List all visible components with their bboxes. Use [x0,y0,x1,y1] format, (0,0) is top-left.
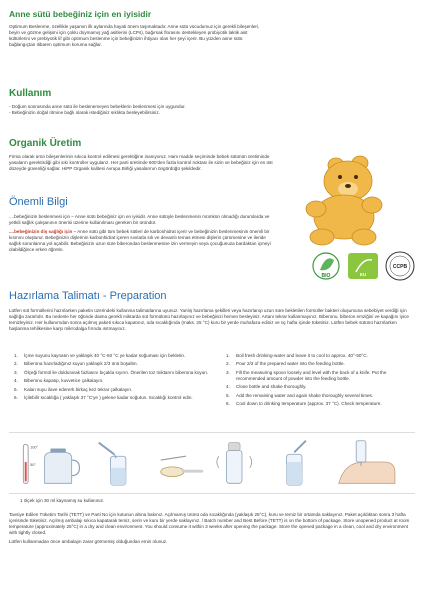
illustration-caption: 1 ölçek için 30 ml kaynamış su kullanınız. [20,498,105,503]
organic-section [9,138,284,172]
preparation-section [9,290,415,332]
temp-label: 100° [30,444,39,450]
storage-section [9,512,415,548]
temp-label: 50° [30,461,36,467]
step-en: 6. Cool down to drinking temperature (approx. 37 °C). Check temperature. [226,400,382,406]
step-tr: 5. Kalan suyu ilave edererk birkaç kez tekrar çalkalayın. [14,386,133,392]
usage-item: - Doğum sonrasında anne sütü ile beslenemeyen bebeklerin beslenmesi için uygundur. [9,104,186,109]
important-heading: Önemli Bilgi [9,196,68,208]
step-tr: 4. Biberonu kapatıp, kuvvetice çalkalayın. [14,378,104,384]
ccpb-badge-icon [386,252,414,280]
important-section [9,196,271,255]
certification-badges [312,246,422,286]
intro-title: Anne sütü bebeğiniz için en iyisidir [9,9,152,19]
bottle-shake-icon [217,443,252,484]
storage-note: Lütfen kullanmadan önce ambalajın zarar görmemiş olduğundan emin olunuz. [9,538,168,544]
bio-label: BIO [321,273,331,279]
step-en: 5. Add the remaining water and again shake thoroughly several times. [226,392,374,398]
eu-label: EU [359,272,367,277]
organic-body: Firma olarak ürün bileşenlerinin sıkıca kontrol edilmesi gerektiğine inanıyoruz. Ham madde seçiminde bebek sütünün üretiminde yasaların gerektirdiği gibi sıkı kontroller uygularız. Her parti üretimde 600'den fazla kontrol noktası ile sizin ve bebeğiniz için en üst düzeyde güvenliği sağlar. HiPP Organik kalitesi Avrupa Birliği yasalarının öngördüğü şekildedir. [9,154,273,171]
step-en: 4. Close bottle and shake thoroughly. [226,384,307,390]
bottle-add-water-icon [287,441,306,486]
hipp-bear-illustration [288,143,398,253]
usage-heading: Kullanım [9,88,52,99]
steps-turkish [14,353,209,403]
step-en: 2. Pour 2/3 of the prepared water into the feeding bottle. [226,361,345,367]
step-tr: 3. Ölçeği formül ile doldurarak fazlasını bıçakla sıyırın. Önerilen toz miktarını biberona koyun. [14,369,209,375]
measuring-spoon-icon [161,456,204,476]
important-text: Anne sütü gibi tüm bebek sütleri de karbonhidrat içerir ve bebeğinizin beslenmesinin önemli bir kısmını oluşturur. Bebeğinizin dişlerinin karbonhidrat içeren sıvılarla sık ve devamlı temas etmesi dişlerin çürümesine ve ileride sağlık sorunlarına yol açabilir. Bebeğinizin uzun süre biberondan beslenmesine izin vermeyin veya çocuğunuza bardaktan içmeyi olabildiğince erken öğretin. [9,228,271,252]
steps-english [226,353,416,409]
preparation-heading: Hazırlama Talimatı - Preparation [9,290,167,302]
preparation-intro: Lütfen süt formüllerini hazırlarken paketin üzerindeki kullanma talimatlarına uyunuz. Yanlış hazırlama şekilleri veya hazırlanıp uzun süre bekletilen formüller bakteri oluşumuna sebebiyet verdiği için sağlığa zararlıdır. Bu nedenle her öğünde daima gerekli miktarda süt formülünü hazırlayınız ve bebeğinizi hemen besleyiniz. Artanı tekrar kullanmayınız. Biberonu, biberon emziğini ve kapağını iyice temizleyiniz. Her kullanımdan sonra açılmış paketi sıkıca kapatınız, oda sıcaklığında (maks. 25 °C) kuru bir yerde muhafaza ediniz ve üç hafta içinde tüketiniz. Lütfen bebek sütünü hazırlarken haşlanma tehlikesine karşı mikrodalga fırında ısıtmayınız. [9,308,409,331]
eu-organic-badge-icon [348,253,378,279]
step-en: 3. Fill the measuring spoon loosely and level with the back of a knife. Put the recommended amount of powder into the feeding bottle. [226,369,387,381]
intro-section [9,9,269,48]
bear-icon [306,156,382,245]
kettle-thermometer-icon [23,444,79,483]
step-tr: 2. Biberona hazırladığınız suyun yaklaşık 2/3 ünü boşaltın. [14,361,138,367]
wrist-temperature-check-icon [339,441,395,484]
important-highlight: ....bebeğinizin diş sağlığı için – [9,228,77,234]
bottle-pour-icon [99,443,126,486]
storage-text: Tavsiye Edilen Tüketim Tarihi (TETT) ve Parti No için kutunun altına bakınız. Açılmamış ürünü oda sıcaklığında (yaklaşık 25°C), kuru ve temiz bir ortamda saklayınız. Paket açıldıktan sonra 3 hafta içerisinde tüketiniz. Açılmış ambalajı sıkıca kapatarak temiz, serin ve kuru bir yerde saklayınız. / Batch number and Best Before (TETT) is on the bottom of package. Store unopened product at room temperature (approximately 25°C) in a dry and clean environment. You should consume it within 3 weeks after opening the package. Store the opened package in a clean, cool and dry environment with tightly closed. [9,512,410,535]
ccpb-label: CCPB [392,264,408,270]
usage-item: - Bebeğinizin doğal ritmine bağlı olarak istediğiniz sıklıkta besleyebilirsiniz. [9,109,160,115]
important-paragraph [9,229,271,253]
preparation-illustrations [9,432,415,494]
intro-body: Optimum Beslenme, özellikle yaşamın ilk aylarında hayati önem taşımaktadır. Anne sütü vücudumuz için gerekli bileşenleri, beyin ve gözme gelişimi için çoklu doymamış yağ asitlerini (LCPs), bağırsak florasını destekleyen probiyotik laktik asit kültürlerini ve prebiyotik lif gibi optimum beslenme için bebeğinizin ihtiyacı olan her şeyi içerir. Bu yüzden anne sütü bağlangıçtan itibaren optimum koruma sağlar. [9,24,260,47]
organic-heading: Organik Üretim [9,138,82,149]
bio-badge-icon [313,253,339,279]
step-en: 1. Boil fresh drinking-water and leave it to cool to approx. 40°-50°C. [226,353,368,358]
important-paragraph: ....bebeğinizin beslenmesi için – Anne sütü bebeğiniz için en iyisidir. Anne sütüyle beslenmenin mümkün olmadığı durumlarda ve yetkili sağlık çalışanının önerisi üzerine kullanılması gereken bir üründür. [9,214,270,225]
step-tr: 1. İçme suyunu kaynatın ve yaklaşık 40 °C-50 °C ye kadar soğuması için bekletin. [14,353,186,358]
usage-section [9,88,269,116]
step-tr: 6. İçilebilir sıcaklığa ( yaklaşık 37 °C'ye ) gelene kadar soğutun. Sıcaklığı kontrol edin. [14,395,193,401]
